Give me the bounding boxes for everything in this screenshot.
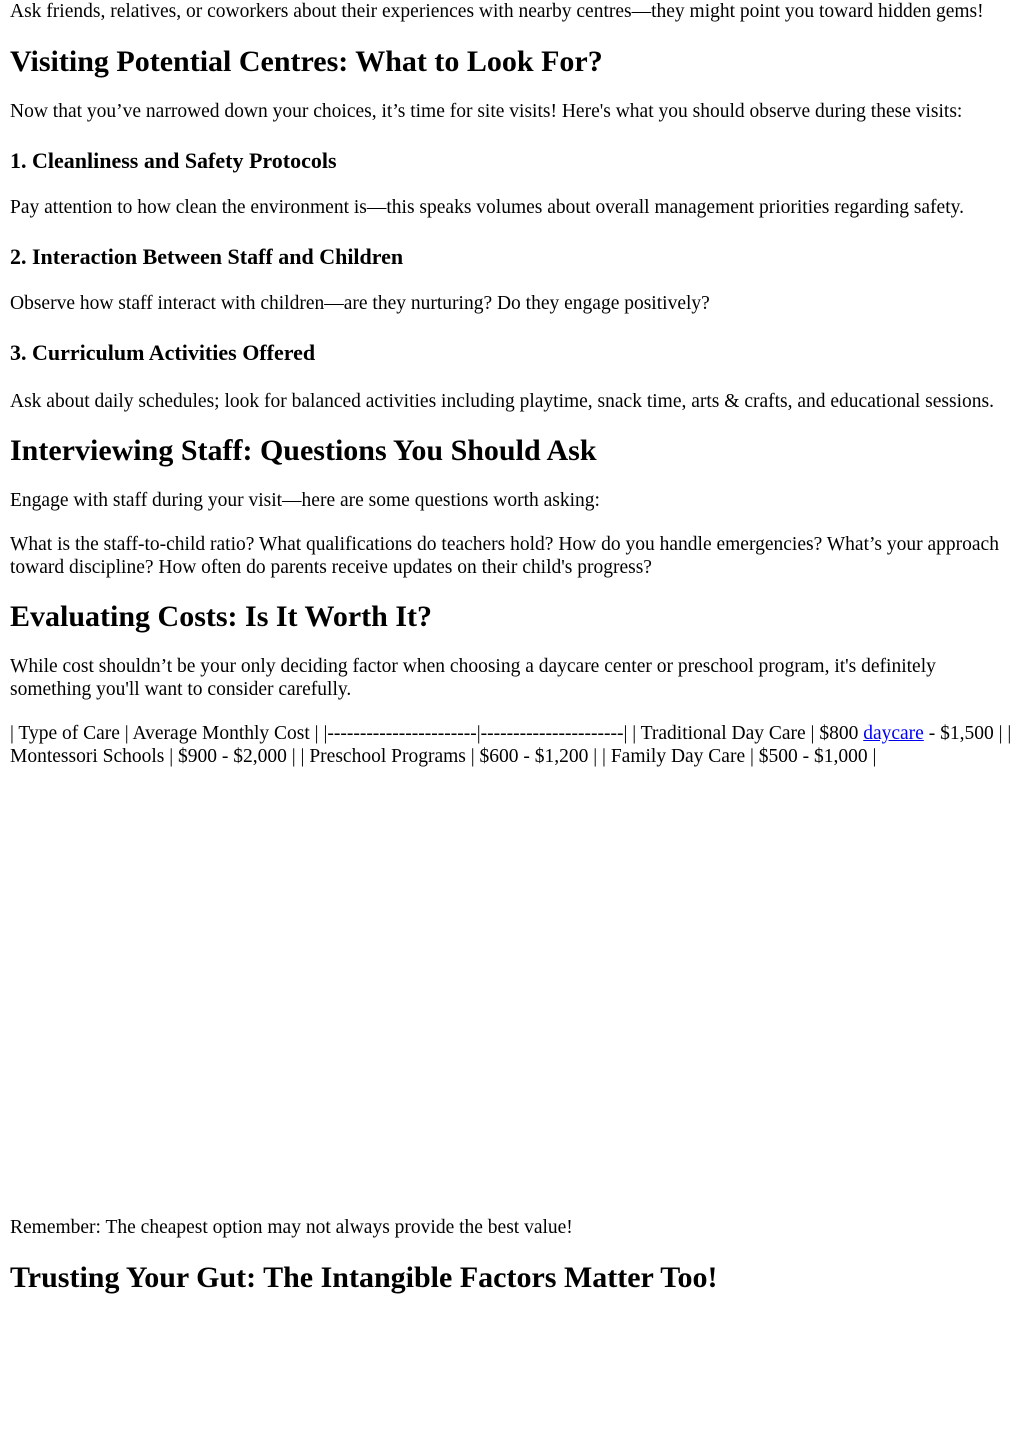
interviewing-heading: Interviewing Staff: Questions You Should Ask bbox=[10, 434, 597, 467]
curriculum-heading: 3. Curriculum Activities Offered bbox=[10, 340, 316, 365]
visiting-intro-paragraph: Now that you’ve narrowed down your choices, it’s time for site visits! Here's what you should observe during these visits: bbox=[10, 101, 963, 122]
interaction-heading: 2. Interaction Between Staff and Children bbox=[10, 244, 404, 269]
visiting-heading: Visiting Potential Centres: What to Look For? bbox=[10, 45, 603, 78]
cleanliness-paragraph: Pay attention to how clean the environment is—this speaks volumes about overall management priorities regarding safety. bbox=[10, 197, 964, 218]
cost-table-text bbox=[10, 722, 1014, 768]
remember-paragraph: Remember: The cheapest option may not always provide the best value! bbox=[10, 1217, 573, 1238]
interviewing-intro-paragraph: Engage with staff during your visit—here are some questions worth asking: bbox=[10, 490, 600, 511]
cost-table-before-link: | Type of Care | Average Monthly Cost | |-----------------------|----------------------| | Traditional Day Care | $800 bbox=[10, 723, 864, 744]
daycare-link[interactable]: daycare bbox=[863, 723, 924, 744]
trusting-heading: Trusting Your Gut: The Intangible Factors Matter Too! bbox=[10, 1261, 718, 1294]
cleanliness-heading: 1. Cleanliness and Safety Protocols bbox=[10, 148, 337, 173]
curriculum-paragraph: Ask about daily schedules; look for balanced activities including playtime, snack time, arts & crafts, and educational sessions. bbox=[10, 391, 994, 412]
interaction-paragraph: Observe how staff interact with children—are they nurturing? Do they engage positively? bbox=[10, 293, 710, 314]
cost-table-after-link: - $1,500 | | Montessori Schools | $900 - $2,000 | | Preschool Programs | $600 - $1,200 | | Family Day Care | $500 - $1,000 | bbox=[10, 723, 1012, 767]
costs-heading: Evaluating Costs: Is It Worth It? bbox=[10, 600, 433, 633]
costs-intro-paragraph: While cost shouldn’t be your only deciding factor when choosing a daycare center or preschool program, it's definitely something you'll want to consider carefully. bbox=[10, 656, 936, 700]
intro-tail-paragraph: Ask friends, relatives, or coworkers about their experiences with nearby centres—they might point you toward hidden gems! bbox=[10, 1, 984, 22]
interviewing-questions-paragraph: What is the staff-to-child ratio? What qualifications do teachers hold? How do you handle emergencies? What’s your approach toward discipline? How often do parents receive updates on their child's progress? bbox=[10, 534, 999, 578]
